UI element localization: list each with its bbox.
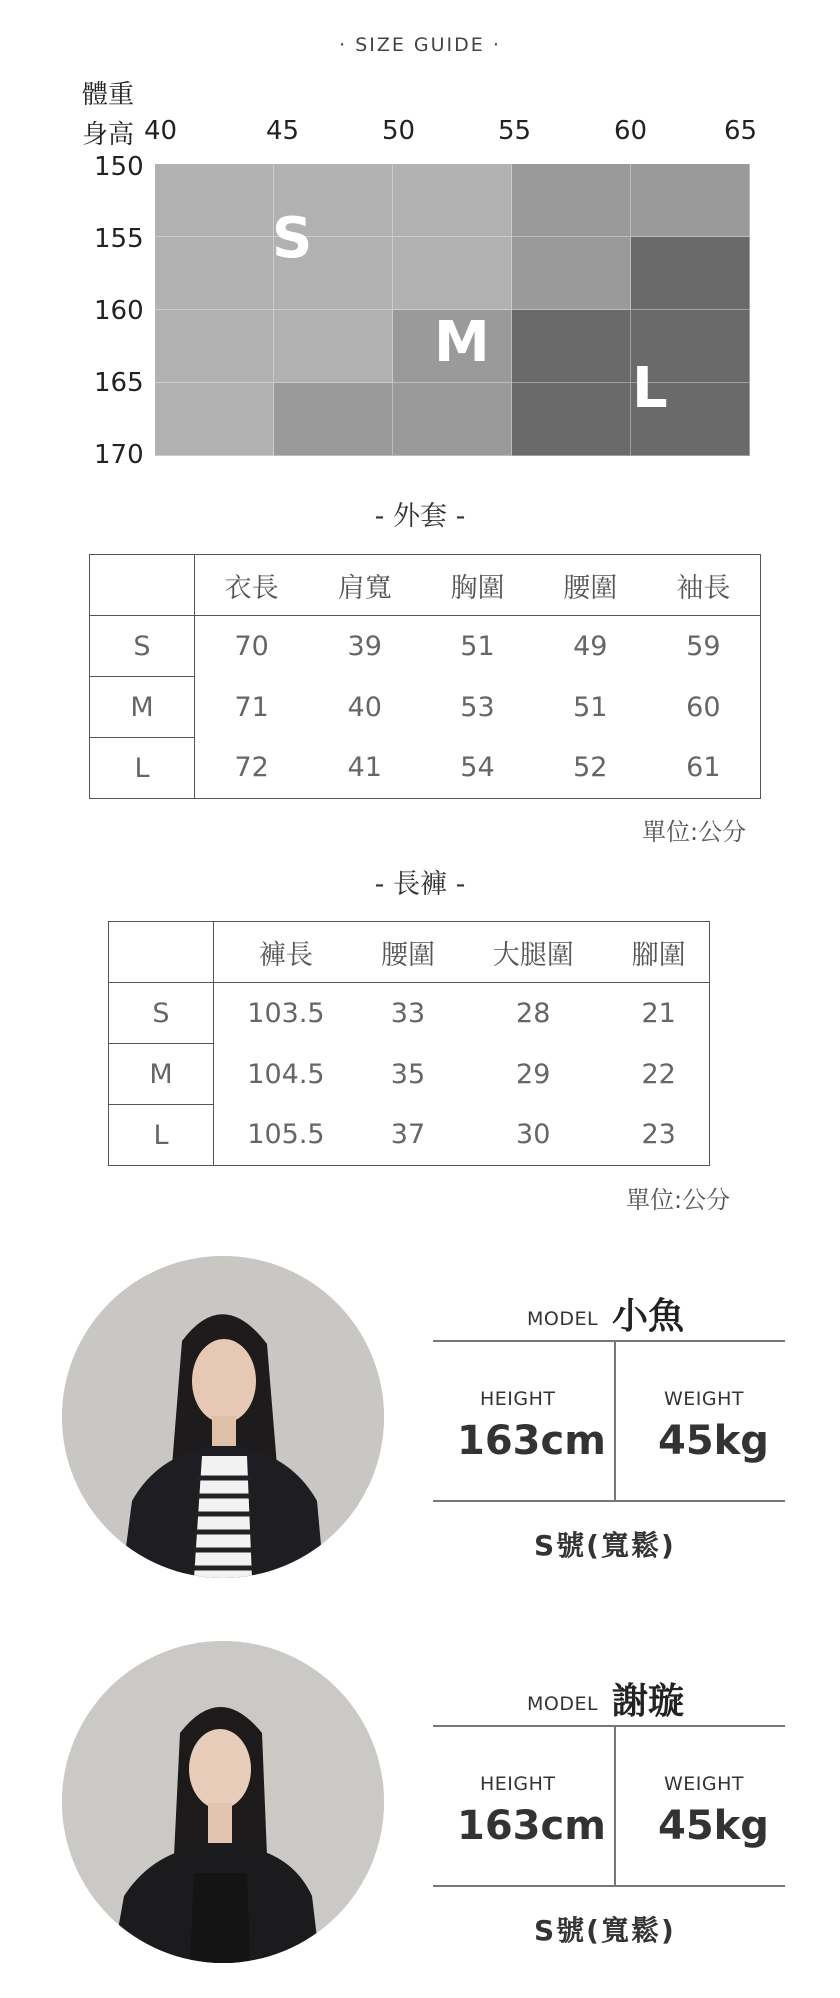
weight-value: 45kg xyxy=(658,1418,769,1464)
value-cell: 39 xyxy=(347,630,382,662)
value-cell: 28 xyxy=(516,997,551,1029)
weight-tick: 45 xyxy=(266,116,300,146)
table-row xyxy=(90,738,761,799)
model-photo xyxy=(62,1256,384,1578)
weight-tick: 40 xyxy=(144,116,178,146)
weight-tick: 50 xyxy=(382,116,416,146)
value-cell: 49 xyxy=(573,630,608,662)
column-header: 大腿圍 xyxy=(458,922,608,983)
size-guide-title: · SIZE GUIDE · xyxy=(339,34,501,56)
weight-tick: 55 xyxy=(498,116,532,146)
size-grid-cell-s xyxy=(155,310,274,383)
height-label: HEIGHT xyxy=(480,1773,556,1795)
size-grid-cell-m xyxy=(393,383,512,456)
size-cell: M xyxy=(90,677,195,738)
table-header-row xyxy=(90,555,761,616)
value-cell: 104.5 xyxy=(247,1058,325,1090)
weight-tick: 60 xyxy=(614,116,648,146)
value-cell: 30 xyxy=(516,1119,551,1151)
size-grid-cell-l xyxy=(631,237,750,310)
weight-axis-label: 體重 xyxy=(82,80,135,110)
divider xyxy=(614,1725,616,1885)
value-cell: 40 xyxy=(347,691,382,723)
value-cell: 51 xyxy=(460,630,495,662)
height-axis-label: 身高 xyxy=(82,120,135,150)
size-grid-cell-m xyxy=(512,237,631,310)
divider xyxy=(433,1885,785,1887)
table-row xyxy=(109,1044,710,1105)
height-tick: 150 xyxy=(94,152,144,182)
divider xyxy=(433,1500,785,1502)
height-tick: 170 xyxy=(94,440,144,470)
zone-label-s: S xyxy=(272,206,313,271)
pants-unit-note: 單位:公分 xyxy=(626,1186,731,1214)
weight-tick: 65 xyxy=(724,116,758,146)
size-grid-cell-s xyxy=(393,164,512,237)
jacket-size-table xyxy=(89,554,761,799)
corner-cell xyxy=(90,555,195,616)
table-row xyxy=(109,983,710,1044)
value-cell: 70 xyxy=(234,630,269,662)
value-cell: 33 xyxy=(390,997,426,1029)
column-header: 胸圍 xyxy=(421,555,534,616)
divider xyxy=(433,1725,785,1727)
jacket-unit-note: 單位:公分 xyxy=(642,818,747,846)
model-photo-illustration xyxy=(62,1256,384,1578)
model-name: 小魚 xyxy=(612,1296,685,1337)
size-grid-cell-s xyxy=(155,237,274,310)
column-header: 褲長 xyxy=(214,922,358,983)
value-cell: 103.5 xyxy=(247,997,325,1029)
weight-label: WEIGHT xyxy=(664,1388,745,1410)
height-tick: 160 xyxy=(94,296,144,326)
value-cell: 54 xyxy=(460,752,495,784)
size-grid-cell-s xyxy=(155,383,274,456)
fit-note: S號(寬鬆) xyxy=(534,1529,676,1562)
size-grid-cell-s xyxy=(393,237,512,310)
column-header: 衣長 xyxy=(195,555,309,616)
value-cell: 60 xyxy=(686,691,721,723)
value-cell: 21 xyxy=(641,997,676,1029)
value-cell: 29 xyxy=(516,1058,551,1090)
table-row xyxy=(90,616,761,677)
column-header: 腳圍 xyxy=(608,922,709,983)
table-row xyxy=(90,677,761,738)
height-tick: 165 xyxy=(94,368,144,398)
value-cell: 72 xyxy=(234,752,269,784)
weight-label: WEIGHT xyxy=(664,1773,745,1795)
value-cell: 105.5 xyxy=(247,1119,325,1151)
model-photo xyxy=(62,1641,384,1963)
size-grid-cell-l xyxy=(512,310,631,383)
height-label: HEIGHT xyxy=(480,1388,556,1410)
column-header: 肩寬 xyxy=(308,555,421,616)
model-photo-illustration xyxy=(62,1641,384,1963)
value-cell: 37 xyxy=(390,1119,426,1151)
jacket-title: - 外套 - xyxy=(374,501,466,532)
height-value: 163cm xyxy=(457,1418,606,1464)
column-header: 腰圍 xyxy=(534,555,647,616)
table-row xyxy=(109,1105,710,1166)
model-name: 謝璇 xyxy=(612,1681,685,1722)
size-grid-cell-s xyxy=(274,310,393,383)
model-label: MODEL xyxy=(527,1308,599,1330)
column-header: 腰圍 xyxy=(358,922,458,983)
model-label: MODEL xyxy=(527,1693,599,1715)
value-cell: 71 xyxy=(234,691,269,723)
value-cell: 53 xyxy=(460,691,495,723)
zone-label-l: L xyxy=(632,356,668,421)
size-cell: S xyxy=(90,616,195,677)
value-cell: 59 xyxy=(686,630,721,662)
size-grid-cell-s xyxy=(155,164,274,237)
value-cell: 22 xyxy=(641,1058,676,1090)
pants-size-table xyxy=(108,921,710,1166)
size-grid-cell-l xyxy=(512,383,631,456)
pants-title: - 長褲 - xyxy=(374,869,466,900)
divider xyxy=(433,1340,785,1342)
corner-cell xyxy=(109,922,214,983)
value-cell: 61 xyxy=(686,752,721,784)
size-cell: M xyxy=(109,1044,214,1105)
height-value: 163cm xyxy=(457,1803,606,1849)
height-tick: 155 xyxy=(94,224,144,254)
size-cell: L xyxy=(90,738,195,799)
value-cell: 35 xyxy=(390,1058,426,1090)
value-cell: 52 xyxy=(573,752,608,784)
value-cell: 23 xyxy=(641,1119,676,1151)
zone-label-m: M xyxy=(434,310,490,375)
table-header-row xyxy=(109,922,710,983)
size-grid-cell-m xyxy=(512,164,631,237)
fit-note: S號(寬鬆) xyxy=(534,1914,676,1947)
value-cell: 51 xyxy=(573,691,608,723)
size-grid-cell-m xyxy=(274,383,393,456)
size-cell: L xyxy=(109,1105,214,1166)
value-cell: 41 xyxy=(347,752,382,784)
weight-value: 45kg xyxy=(658,1803,769,1849)
column-header: 袖長 xyxy=(647,555,761,616)
divider xyxy=(614,1340,616,1500)
size-cell: S xyxy=(109,983,214,1044)
size-grid-cell-m xyxy=(631,164,750,237)
